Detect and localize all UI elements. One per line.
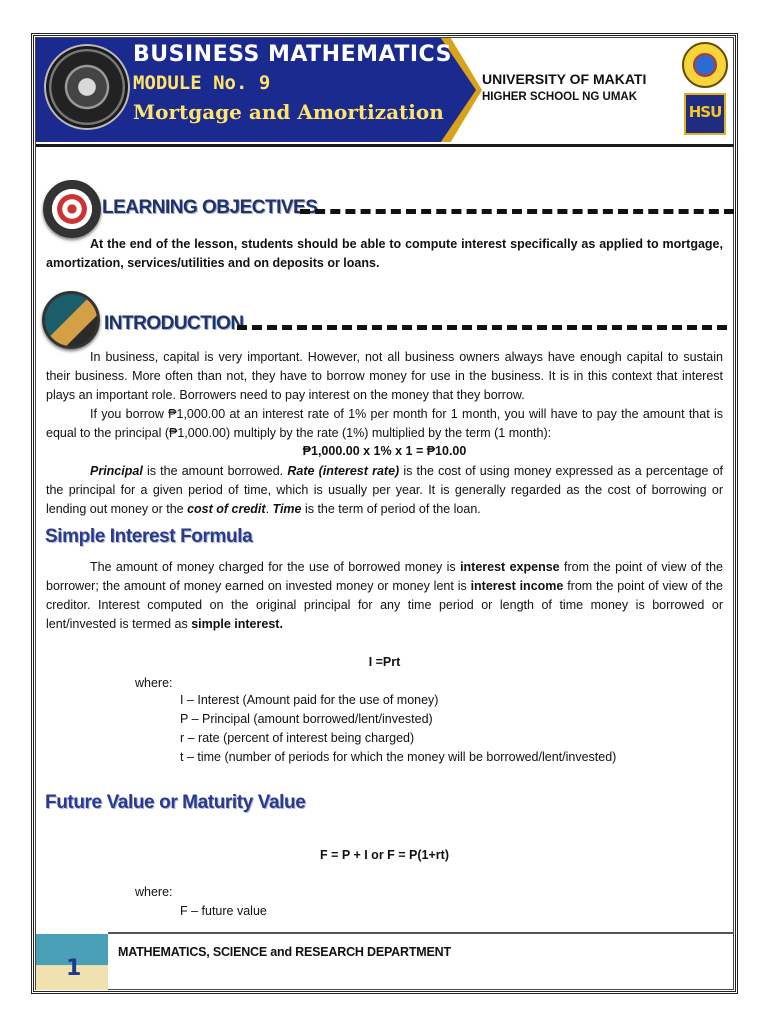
footer-divider [108,932,734,934]
simple-interest-formula: I =Prt [368,655,401,669]
text-segment: is the cost of using money expressed as a percentage of the principal for a given period of time, which is usually per year. It is generally regarded as the cost of borrowing or lending out money or the [46,464,724,516]
objectives-dash-line [300,209,734,214]
introduction-dash-line [237,325,727,330]
where-label: where: [135,885,173,899]
module-topic: Mortgage and Amortization [133,100,444,124]
term-time: Time [272,502,302,516]
example-computation: ₱1,000.00 x 1% x 1 = ₱10.00 [302,444,467,458]
definition-item: P – Principal (amount borrowed/lent/invested) [180,712,433,726]
future-value-formula: F = P + I or F = P(1+rt) [320,848,449,862]
where-label: where: [135,676,173,690]
definition-item: r – rate (percent of interest being charged) [180,731,415,745]
math-wheel-logo [44,44,130,130]
definition-item: I – Interest (Amount paid for the use of money) [180,693,439,707]
definition-item: F – future value [180,904,267,918]
term-principal: Principal [90,464,143,478]
university-seal-logo [682,42,728,88]
term-interest-expense: interest expense [460,560,560,574]
text-segment: is the amount borrowed. [142,464,288,478]
header-divider [36,144,734,147]
objectives-heading: LEARNING OBJECTIVES [102,197,318,218]
text-segment: is the term of period of the loan. [301,502,481,516]
hsu-logo-text: HSU [688,103,722,121]
text-segment: The amount of money charged for the use of borrowed money is [90,560,461,574]
introduction-icon [42,291,100,349]
text-segment: from the point of view of the borrower; the amount of money earned on invested money or money lent is [46,560,723,593]
simple-interest-paragraph [46,558,723,634]
objectives-text: At the end of the lesson, students should be able to compute interest specifically as applied to mortgage, amortization, services/utilities and on deposits or loans. [46,237,723,270]
text-segment: from the point of view of the creditor. Interest computed on the original principal for any time period or length of time money is borrowed or lent/invested is termed as [46,579,724,631]
footer-illustration [36,934,108,990]
term-interest-income: interest income [470,579,564,593]
school-name: HIGHER SCHOOL NG UMAK [482,91,638,103]
term-simple-interest: simple interest. [191,617,283,631]
target-icon [43,180,101,238]
department-name: MATHEMATICS, SCIENCE and RESEARCH DEPARTMENT [118,945,451,959]
text-segment: . [265,502,273,516]
module-number: MODULE No. 9 [133,72,271,94]
future-value-heading: Future Value or Maturity Value [45,792,306,813]
university-name: UNIVERSITY OF MAKATI [482,71,647,87]
simple-interest-heading: Simple Interest Formula [45,526,253,547]
definition-item: t – time (number of periods for which the money will be borrowed/lent/invested) [180,750,617,764]
introduction-paragraph-3 [46,462,723,519]
term-cost-of-credit: cost of credit [187,502,266,516]
term-rate: Rate (interest rate) [287,464,400,478]
introduction-paragraph-2: If you borrow ₱1,000.00 at an interest rate of 1% per month for 1 month, you will have to pay the amount that is equal to the principal (₱1,000.00) multiply by the rate (1%) multiplied by the term (1 month): [46,407,723,440]
course-title: BUSINESS MATHEMATICS [133,42,452,67]
introduction-paragraph-1: In business, capital is very important. However, not all business owners always have enough capital to sustain their business. More often than not, they have to borrow money for use in the business. It is in this context that interest plays an important role. Borrowers need to pay interest on the money that they borrow. [46,350,723,402]
introduction-heading: INTRODUCTION [104,313,244,334]
page-number: 1 [66,956,82,981]
hsu-logo [684,93,726,135]
